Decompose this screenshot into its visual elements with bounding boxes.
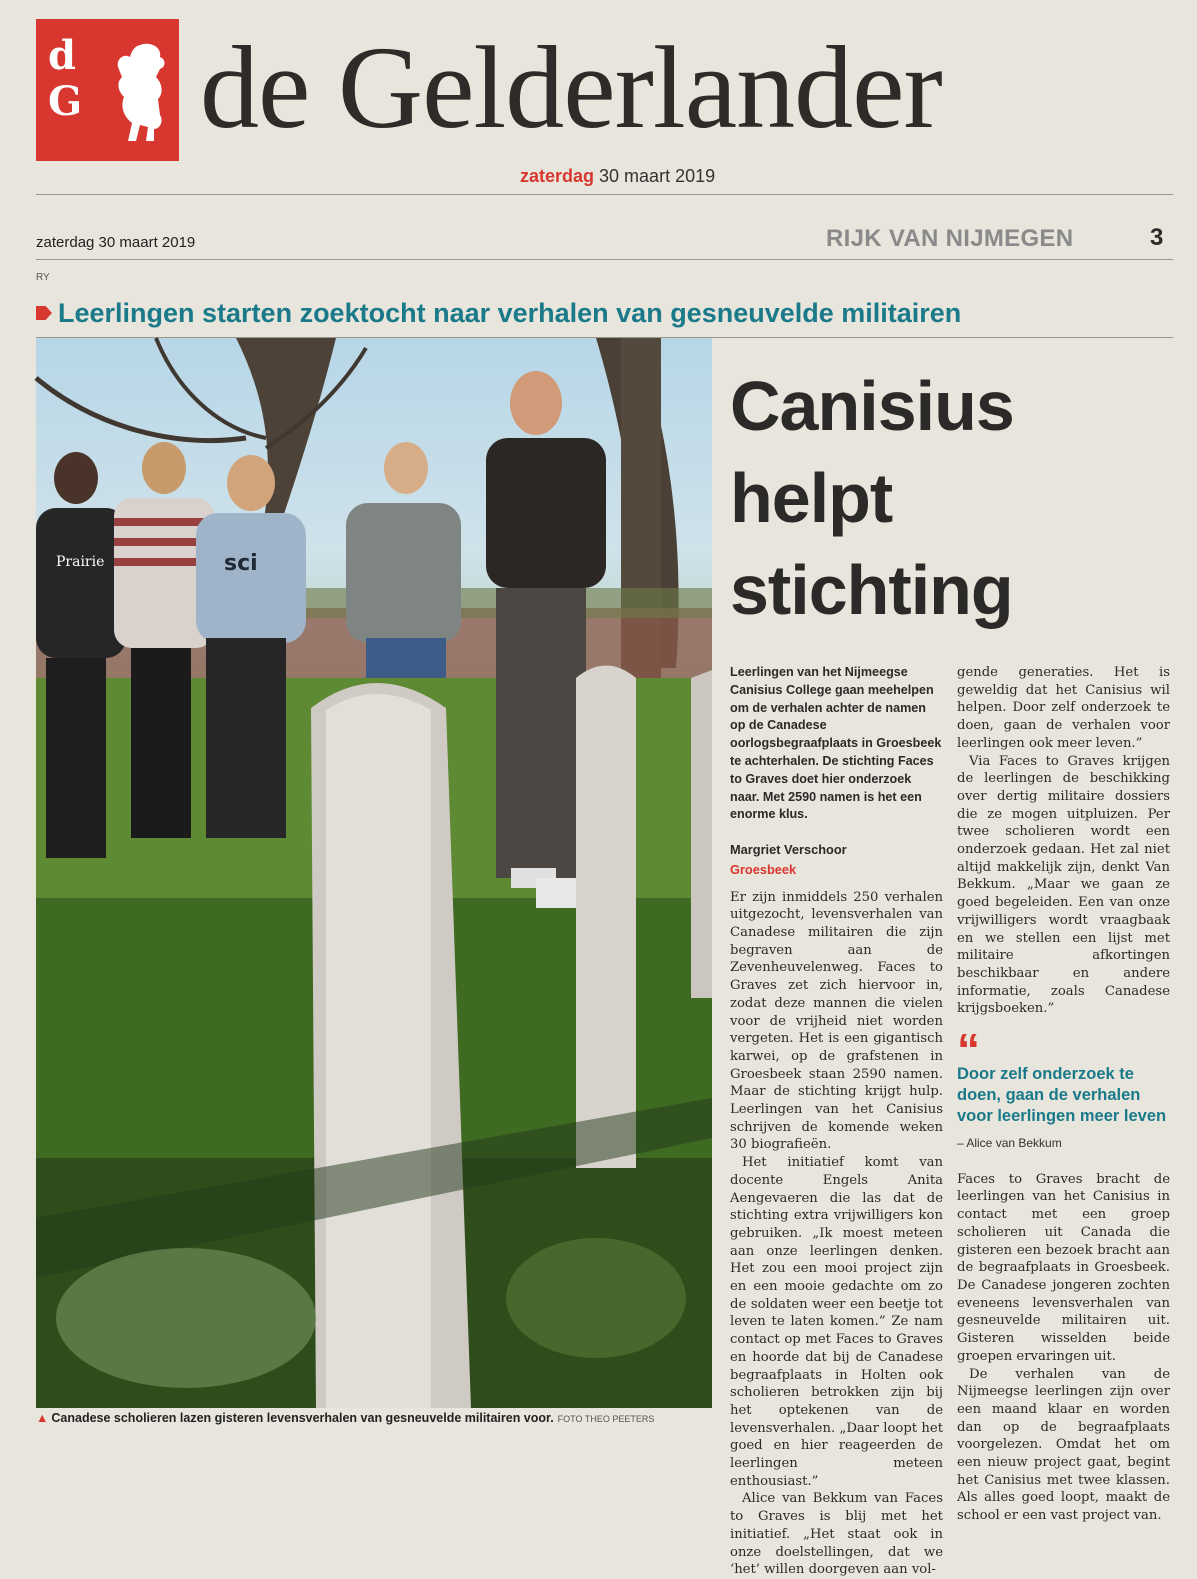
masthead-date-rest: 30 maart 2019 bbox=[594, 166, 716, 186]
page-number: 3 bbox=[1150, 224, 1164, 251]
article-headline bbox=[730, 360, 1170, 636]
divider bbox=[36, 259, 1173, 260]
hoodie-text: sci bbox=[224, 551, 258, 576]
caption-text: Canadese scholieren lazen gisteren levensverhalen van gesneuvelde militairen voor. bbox=[51, 1411, 554, 1425]
body-paragraph: De verhalen van de Nijmeegse leerlingen zijn over een maand klaar en worden dan op de begraafplaats voorgelezen. Omdat het om een nieuw project gaat, begint het Canisius met twee klassen. Als alles goed loopt, maakt de school er een vast project van. bbox=[957, 1366, 1170, 1524]
body-paragraph: Alice van Bekkum van Faces to Graves is blij met het initiatief. „Het staat ook in onze doelstellingen, dat we ‘het’ willen doorgeven aan vol- bbox=[730, 1491, 943, 1578]
kicker-headline bbox=[36, 298, 961, 329]
headline-line: stichting bbox=[730, 551, 1013, 629]
newspaper-logo bbox=[36, 19, 179, 161]
headline-line: helpt bbox=[730, 459, 893, 537]
photo-caption bbox=[36, 1411, 654, 1425]
dateline: Groesbeek bbox=[730, 861, 797, 877]
shirt-text: Prairie bbox=[56, 554, 105, 570]
masthead-title: de Gelderlander bbox=[200, 22, 942, 153]
body-paragraph: gende generaties. Het is geweldig dat het Canisius wil helpen. Door zelf onderzoek te doen, gaan de verhalen voor leerlingen ook meer leven.” bbox=[957, 665, 1170, 751]
byline: Margriet Verschoor bbox=[730, 842, 847, 858]
body-paragraph: Het initiatief komt van docente Engels Anita Aengevaeren die las dat de stichting extra vrijwilligers kon gebruiken. „Ik moest meteen aan onze leerlingen denken. Het zou een mooi project zijn en een mooie gedachte om zo de soldaten weer een beetje tot leven te laten komen.” Ze nam contact op met Faces to Graves en hoorde dat bij de Canadese begraafplaats in Holten ook scholieren betrokken zijn bij het optekenen van de levensverhalen. „Daar loopt het goed en hier reageerden de leerlingen meteen enthousiast.” bbox=[730, 1155, 943, 1489]
masthead-date bbox=[520, 166, 715, 187]
photo-scene bbox=[36, 338, 712, 1408]
article-intro: Leerlingen van het Nijmeegse Canisius College gaan meehelpen om de verhalen achter de namen op de Canadese oorlogsbegraafplaats in Groesbeek te achterhalen. De stichting Faces to Graves doet hier onderzoek naar. Met 2590 namen is het een enorme klus. bbox=[730, 665, 942, 822]
divider bbox=[36, 194, 1173, 195]
article-column-left bbox=[730, 664, 943, 1579]
masthead-date-day: zaterdag bbox=[520, 166, 595, 186]
body-paragraph: Faces to Graves bracht de leerlingen van het Canisius in contact met een groep scholieren uit Canada die gisteren een bezoek bracht aan de begraafplaats in Groesbeek. De Canadese jongeren zochten eveneens levensverhalen van gesneuvelde militairen uit. Gisteren wisselden beide groepen ervaringen uit. bbox=[957, 1171, 1170, 1364]
pull-quote-text: Door zelf onderzoek te doen, gaan de verhalen voor leerlingen meer leven bbox=[957, 1065, 1167, 1126]
page-date: zaterdag 30 maart 2019 bbox=[36, 234, 196, 251]
quote-mark-icon: “ bbox=[957, 1024, 980, 1077]
photo-credit: FOTO THEO PEETERS bbox=[557, 1414, 655, 1424]
article-column-right bbox=[957, 664, 1170, 1525]
section-name: RIJK VAN NIJMEGEN bbox=[826, 225, 1074, 252]
article-photo bbox=[36, 338, 712, 1408]
logo-letters: d G bbox=[48, 32, 83, 125]
horse-icon bbox=[110, 37, 170, 147]
arrow-icon bbox=[36, 306, 52, 320]
body-paragraph: Via Faces to Graves krijgen de leerlingen de beschikking over dertig militaire dossiers die ze mogen uitpluizen. Per twee scholieren wordt een onderzoek gedaan. Het zal niet altijd makkelijk zijn, denkt Van Bekkum. „Maar we gaan ze goed begeleiden. Een van onze vrijwilligers wordt vraagbaak en we stellen een lijst met militaire afkortingen beschikbaar en andere informatie, zoals Canadese krijgsboeken.” bbox=[957, 753, 1170, 1017]
pull-quote bbox=[957, 1024, 1170, 1153]
headline-line: Canisius bbox=[730, 367, 1014, 445]
body-paragraph: Er zijn inmiddels 250 verhalen uitgezocht, levensverhalen van Canadese militairen die zijn begraven aan de Zevenheuvelenweg. Faces to Graves zet zich hiervoor in, zodat deze mannen die vielen voor de vrijheid niet worden vergeten. Het is een gigantisch karwei, op de grafstenen in Groesbeek staan 2590 namen. Maar de stichting krijgt hulp. Leerlingen van het Canisius schrijven de komende weken 30 biografieën. bbox=[730, 889, 943, 1153]
edition-code: RY bbox=[36, 272, 50, 283]
pull-quote-author: – Alice van Bekkum bbox=[957, 1136, 1062, 1151]
kicker-text: Leerlingen starten zoektocht naar verhalen van gesneuvelde militairen bbox=[58, 298, 962, 328]
caption-marker: ▲ bbox=[36, 1411, 49, 1425]
